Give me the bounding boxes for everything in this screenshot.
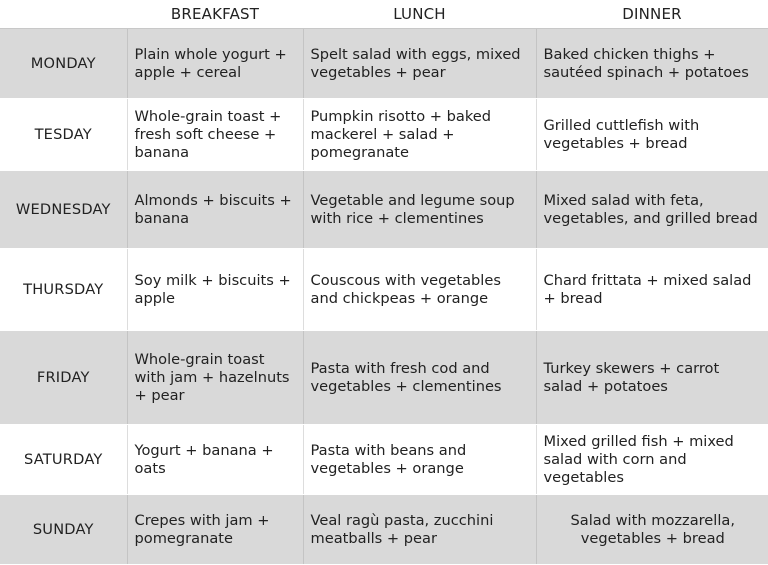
lunch-text-line: Pasta with fresh cod and bbox=[310, 359, 490, 377]
breakfast-text-line: banana bbox=[134, 209, 190, 227]
breakfast-cell bbox=[127, 171, 303, 249]
dinner-cell bbox=[536, 99, 768, 171]
breakfast-cell bbox=[127, 495, 303, 565]
dinner-cell bbox=[536, 331, 768, 425]
lunch-cell bbox=[303, 29, 536, 99]
breakfast-text-line: + pear bbox=[134, 386, 185, 404]
breakfast-cell bbox=[127, 425, 303, 495]
lunch-text-line: vegetables + clementines bbox=[310, 377, 502, 395]
breakfast-text-line: oats bbox=[134, 459, 166, 477]
dinner-cell bbox=[536, 171, 768, 249]
table-row bbox=[0, 29, 768, 99]
dinner-cell bbox=[536, 425, 768, 495]
lunch-text-line: Veal ragù pasta, zucchini bbox=[310, 511, 494, 529]
dinner-text-line: Mixed salad with feta, bbox=[543, 191, 704, 209]
lunch-text-line: Pumpkin risotto + baked bbox=[310, 107, 492, 125]
header-dinner: DINNER bbox=[536, 0, 768, 29]
lunch-text-line: vegetables + orange bbox=[310, 459, 464, 477]
lunch-text-line: and chickpeas + orange bbox=[310, 289, 489, 307]
day-label: WEDNESDAY bbox=[0, 171, 127, 249]
dinner-text-line: vegetables bbox=[543, 468, 624, 486]
dinner-cell bbox=[536, 249, 768, 331]
lunch-text-line: Vegetable and legume soup bbox=[310, 191, 515, 209]
breakfast-text-line: apple + cereal bbox=[134, 63, 242, 81]
breakfast-text-line: Almonds + biscuits + bbox=[134, 191, 292, 209]
dinner-text-line: Salad with mozzarella, bbox=[570, 511, 735, 529]
day-label: FRIDAY bbox=[0, 331, 127, 425]
dinner-text-line: + bread bbox=[543, 289, 603, 307]
breakfast-text-line: apple bbox=[134, 289, 176, 307]
table-row bbox=[0, 425, 768, 495]
lunch-cell bbox=[303, 249, 536, 331]
breakfast-text-line: banana bbox=[134, 143, 190, 161]
day-label: SUNDAY bbox=[0, 495, 127, 565]
breakfast-text-line: Whole-grain toast + bbox=[134, 107, 282, 125]
breakfast-text-line: fresh soft cheese + bbox=[134, 125, 277, 143]
breakfast-cell bbox=[127, 331, 303, 425]
header-day bbox=[0, 0, 127, 29]
breakfast-text-line: Crepes with jam + bbox=[134, 511, 270, 529]
dinner-text-line: sautéed spinach + potatoes bbox=[543, 63, 749, 81]
dinner-text-line: salad with corn and bbox=[543, 450, 687, 468]
breakfast-cell bbox=[127, 29, 303, 99]
lunch-cell bbox=[303, 171, 536, 249]
day-label: TESDAY bbox=[0, 99, 127, 171]
breakfast-text-line: Yogurt + banana + bbox=[134, 441, 274, 459]
lunch-text-line: vegetables + pear bbox=[310, 63, 446, 81]
breakfast-text-line: Whole-grain toast bbox=[134, 350, 265, 368]
lunch-cell bbox=[303, 331, 536, 425]
table-row bbox=[0, 99, 768, 171]
lunch-text-line: meatballs + pear bbox=[310, 529, 437, 547]
dinner-cell bbox=[536, 29, 768, 99]
breakfast-text-line: pomegranate bbox=[134, 529, 233, 547]
dinner-text-line: Turkey skewers + carrot bbox=[543, 359, 720, 377]
lunch-cell bbox=[303, 99, 536, 171]
dinner-text-line: Mixed grilled fish + mixed bbox=[543, 432, 734, 450]
dinner-text-line: Baked chicken thighs + bbox=[543, 45, 716, 63]
lunch-cell bbox=[303, 425, 536, 495]
dinner-text-line: Grilled cuttlefish with bbox=[543, 116, 700, 134]
header-row bbox=[0, 0, 768, 29]
breakfast-cell bbox=[127, 99, 303, 171]
table-row bbox=[0, 171, 768, 249]
dinner-text-line: salad + potatoes bbox=[543, 377, 668, 395]
breakfast-text-line: Soy milk + biscuits + bbox=[134, 271, 291, 289]
dinner-text-line: vegetables, and grilled bread bbox=[543, 209, 758, 227]
dinner-text-line: vegetables + bread bbox=[580, 529, 725, 547]
day-label: THURSDAY bbox=[0, 249, 127, 331]
table-row bbox=[0, 249, 768, 331]
day-label: MONDAY bbox=[0, 29, 127, 99]
table-row bbox=[0, 331, 768, 425]
lunch-text-line: Pasta with beans and bbox=[310, 441, 467, 459]
dinner-text-line: Chard frittata + mixed salad bbox=[543, 271, 752, 289]
lunch-text-line: mackerel + salad + bbox=[310, 125, 455, 143]
header-lunch: LUNCH bbox=[303, 0, 536, 29]
lunch-text-line: Couscous with vegetables bbox=[310, 271, 501, 289]
lunch-text-line: with rice + clementines bbox=[310, 209, 484, 227]
dinner-text-line: vegetables + bread bbox=[543, 134, 688, 152]
breakfast-cell bbox=[127, 249, 303, 331]
day-label: SATURDAY bbox=[0, 425, 127, 495]
header-breakfast: BREAKFAST bbox=[127, 0, 303, 29]
lunch-text-line: Spelt salad with eggs, mixed bbox=[310, 45, 521, 63]
lunch-cell bbox=[303, 495, 536, 565]
lunch-text-line: pomegranate bbox=[310, 143, 409, 161]
table-row bbox=[0, 495, 768, 565]
breakfast-text-line: Plain whole yogurt + bbox=[134, 45, 287, 63]
dinner-cell bbox=[536, 495, 768, 565]
breakfast-text-line: with jam + hazelnuts bbox=[134, 368, 290, 386]
